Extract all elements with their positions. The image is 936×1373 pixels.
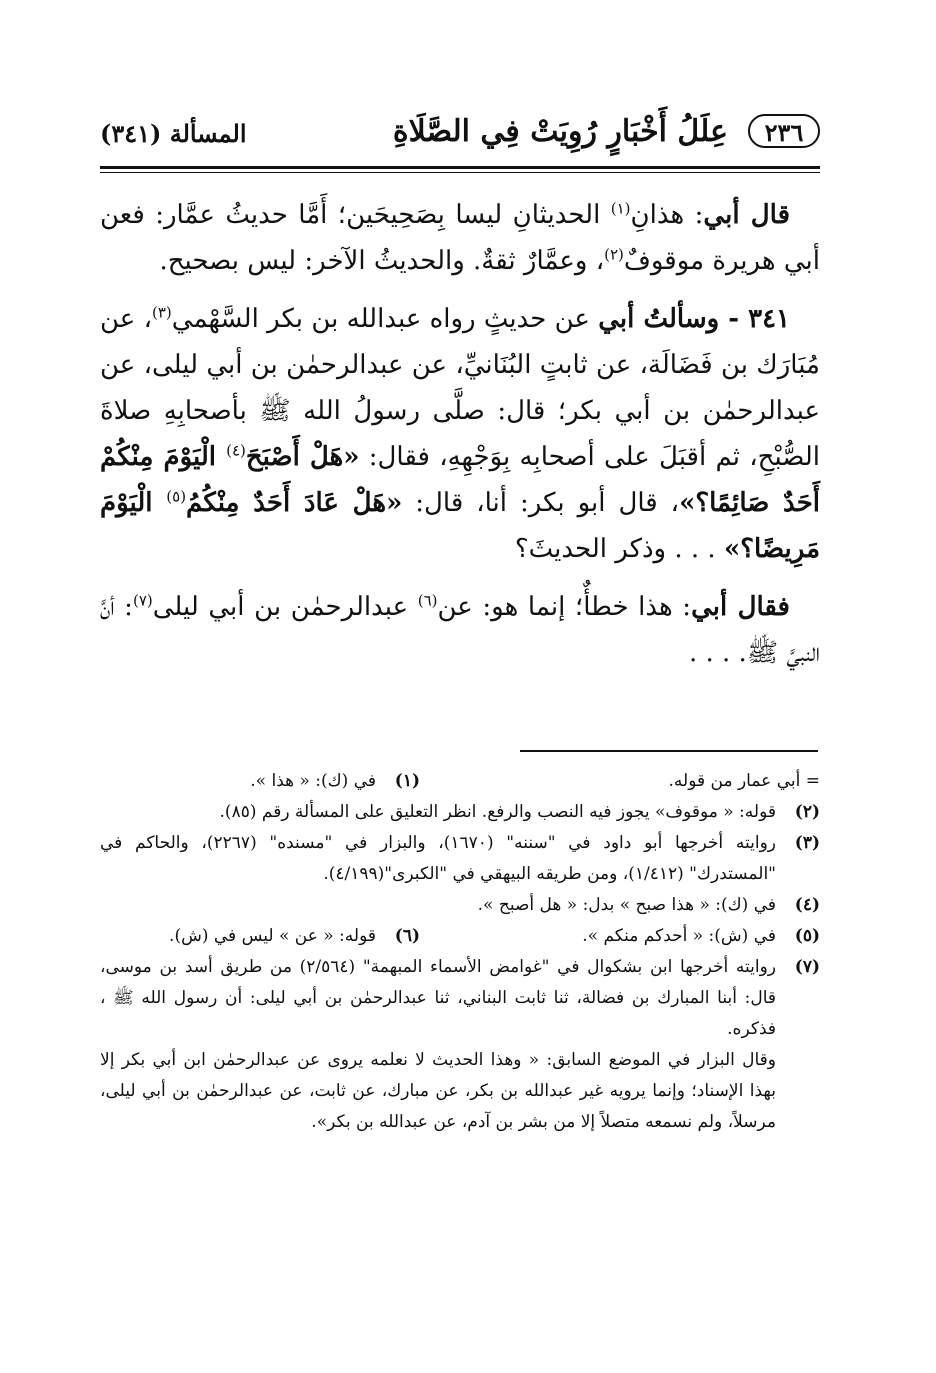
- footnote-5: [420, 921, 820, 952]
- footnote-text: قوله: « موقوف» يجوز فيه النصب والرفع. انظر التعليق على المسألة رقم (٨٥).: [219, 802, 776, 822]
- footnote-ref[interactable]: (٧): [132, 591, 153, 610]
- paragraph-3: [100, 584, 820, 676]
- paragraph-text: ، قال أبو بكر: أنا، قال:: [402, 488, 680, 518]
- paragraph-text: ، عن مُبَارَك بن فَضَالَة، عن ثابتٍ البُنَانيِّ، عن عبدالرحمٰن بن أبي ليلى، عن عبدالرحمٰن بن أبي بكر؛ قال: صلَّى رسولُ الله ﷺ بأصحابِهِ صلاةَ الصُّبْحِ، ثم أقبَلَ على أصحابِه بِوَجْهِهِ، فقال:: [100, 304, 820, 472]
- paragraph-text: : هذانِ: [630, 200, 704, 230]
- footnote-text: في (ك): « هذا ».: [250, 771, 376, 791]
- footnote-text: روايته أخرجها أبو داود في "سننه" (١٦٧٠)، والبزار في "مسنده" (٢٢٦٧)، والحاكم في "المستدرك" (١/٤١٢)، ومن طريقه البيهقي في "الكبرى"(٤/١٩٩).: [100, 833, 776, 884]
- footnote-text: وقال البزار في الموضع السابق: « وهذا الحديث لا نعلمه يروى عن عبدالرحمٰن ابن أبي بكر إلا بهذا الإسناد؛ وإنما يرويه غير عبدالله بن بكر، عن مبارك، عن ثابت، عن عبدالرحمٰن بن أبي ليلى، مرسلاً، ولم نسمعه متصلاً إلا من بشر بن آدم، عن عبدالله بن بكر».: [100, 1050, 776, 1132]
- hadith-quote: «هَلْ أَصْبَحَ: [245, 442, 360, 472]
- footnote-number: (٣): [794, 833, 820, 853]
- footnote-number: (٧): [794, 957, 820, 977]
- paragraph-lead: قال أبي: [703, 200, 790, 230]
- footnote-ref[interactable]: (٣): [152, 303, 172, 322]
- footnote-number: (٤): [794, 895, 820, 915]
- hadith-quote: الْيَوْمَ مِنْكُمْ أَحَدٌ صَائِمًا؟»: [100, 442, 821, 518]
- paragraph-lead: فقال أبي: [691, 592, 790, 622]
- footnote-4: [100, 890, 820, 921]
- paragraph-text: . . . وذكر الحديثَ؟: [514, 534, 724, 564]
- hadith-quote: «هَلْ عَادَ أَحَدٌ مِنْكُمُ: [186, 488, 403, 518]
- footnote-2: [100, 797, 820, 828]
- paragraph-text: الحديثانِ ليسا بِصَحِيحَين؛ أَمَّا حديثُ عمَّار: فعن أبي هريرة موقوفٌ: [100, 200, 820, 276]
- footnote-number: (٢): [794, 802, 820, 822]
- paragraph-text: : هذا خطأٌ؛ إنما هو: عن: [437, 592, 692, 622]
- paragraph-text: عبدالرحمٰن بن أبي ليلى: [152, 592, 418, 622]
- footnote-text: في (ش): « أحدكم منكم ».: [582, 926, 776, 946]
- paragraph-1: [100, 192, 820, 284]
- header-rule-thin: [100, 172, 820, 173]
- question-number-lead: ٣٤١ - وسألتُ أبي: [598, 304, 791, 334]
- page-number-badge: ٢٣٦: [748, 114, 820, 148]
- footnote-number: (٦): [394, 926, 420, 946]
- footnote-text: قوله: « عن » ليس في (ش).: [169, 926, 376, 946]
- footnotes: [100, 766, 820, 1138]
- header-rule-thick: [100, 166, 820, 169]
- hadith-quote: الْيَوْمَ مَرِيضًا؟»: [100, 488, 820, 564]
- book-title: عِلَلُ أَخْبَارٍ رُوِيَتْ فِي الصَّلَاةِ: [392, 114, 728, 149]
- footnote-ref[interactable]: (٦): [417, 591, 438, 610]
- footnote-ref[interactable]: (٥): [166, 487, 187, 506]
- section-label: المسألة (٣٤١): [100, 119, 247, 148]
- footnote-ref[interactable]: (٢): [604, 245, 624, 264]
- page-header: [100, 108, 820, 158]
- main-text: [100, 192, 820, 688]
- paragraph-text: ، وعمَّارٌ ثقةٌ. والحديثُ الآخر: ليس بصحيح.: [159, 246, 605, 276]
- footnote-text: في (ك): « هذا صبح » بدل: « هل أصبح ».: [477, 895, 776, 915]
- paragraph-2: [100, 296, 820, 572]
- footnote-continuation: [420, 766, 820, 797]
- footnote-3: [100, 828, 820, 890]
- paragraph-text: عن حديثٍ رواه عبدالله بن بكر السَّهْمي: [171, 304, 599, 334]
- footnote-6: [100, 921, 420, 952]
- footnote-text: روايته أخرجها ابن بشكوال في "غوامض الأسماء المبهمة" (٢/٥٦٤) من طريق أسد بن موسى، قال: أبنا المبارك بن فضالة، ثنا ثابت البناني، ثنا عبدالرحمٰن بن أبي ليلى: أن رسول الله ﷺ ، فذكره.: [100, 957, 776, 1039]
- footnote-7: [100, 952, 820, 1045]
- footnote-1: [100, 766, 420, 797]
- footnote-7-continuation: [100, 1045, 820, 1138]
- footnote-number: (٥): [794, 926, 820, 946]
- footnote-text: = أبي عمار من قوله.: [668, 771, 820, 791]
- footnote-row-1: [100, 766, 820, 797]
- footnote-ref[interactable]: (١): [610, 199, 631, 218]
- footnote-number: (١): [394, 771, 420, 791]
- paragraph-text: : أنَّ النبيَّ ﷺ. . . .: [100, 592, 820, 668]
- footnote-ref[interactable]: (٤): [226, 441, 246, 460]
- footnote-separator: [520, 750, 818, 752]
- footnote-row-5-6: [100, 921, 820, 952]
